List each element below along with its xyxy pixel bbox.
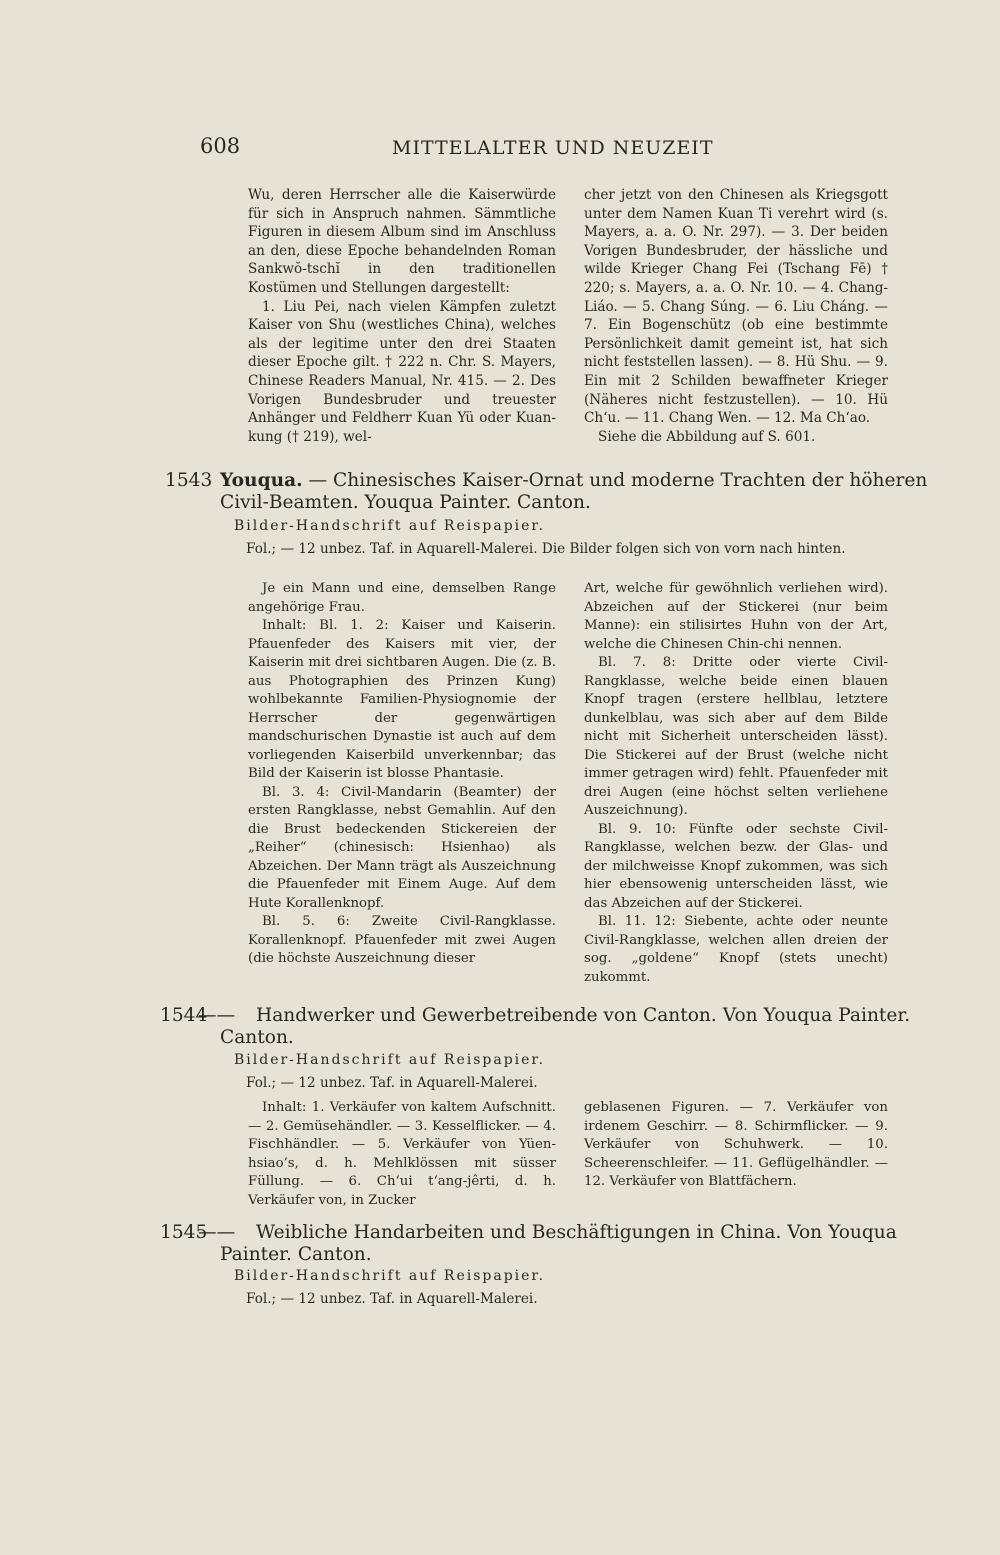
- entry-number: 1544: [160, 1005, 208, 1026]
- entry-author: Youqua.: [220, 470, 303, 491]
- paragraph: cher jetzt von den Chinesen als Kriegsgott unter dem Namen Kuan Ti verehrt wird (s. Mayers, a. a. O. Nr. 297). — 3. Der beiden Vorigen Bundesbruder, der hässliche und wilde Krieger Chang Fei (Tschang Fē) † 220; s. Mayers, a. a. O. Nr. 10. — 4. Chang-Liáo. — 5. Chang Súng. — 6. Liu Cháng. — 7. Ein Bogenschütz (ob eine bestimmte Persönlichkeit damit gemeint ist, hat sich nicht feststellen lassen). — 8. Hü Shu. — 9. Ein mit 2 Schilden bewaffneter Krieger (Näheres nicht festzustellen). — 10. Hü Ch‘u. — 11. Chang Wen. — 12. Ma Ch‘ao.: [584, 187, 888, 427]
- entry-1545-format: [220, 1291, 888, 1308]
- entry-number: 1545: [160, 1222, 208, 1243]
- paragraph: Inhalt: 1. Verkäufer von kaltem Aufschnitt. — 2. Gemüsehändler. — 3. Kesselflicker. — 4. Fischhändler. — 5. Verkäufer von Yüen-hsiao’s, d. h. Mehlklössen mit süsser Füllung. — 6. Ch‘ui t‘ang-jêrti, d. h. Verkäufer von, in Zucker: [248, 1100, 556, 1208]
- paragraph: Je ein Mann und eine, demselben Range angehörige Frau.: [248, 581, 556, 615]
- paragraph: Bl. 11. 12: Siebente, achte oder neunte Civil-Rangklasse, welchen allen dreien der sog. „goldene“ Knopf (stets unecht) zukommt.: [584, 914, 888, 985]
- entry-title: — Chinesisches Kaiser-Ornat und moderne Trachten der höheren: [302, 470, 928, 491]
- paragraph: Art, welche für gewöhnlich verliehen wird). Abzeichen auf der Stickerei (nur beim Manne): ein stilisirtes Huhn von der Art, welche die Chinesen Chin-chi nennen.: [584, 581, 888, 652]
- paragraph: Bl. 3. 4: Civil-Mandarin (Beamter) der ersten Rangklasse, nebst Gemahlin. Auf den die Brust bedeckenden Stickereien der „Reiher“ (chinesisch: Hsienhao) als Abzeichen. Der Mann trägt als Auszeichnung die Pfauenfeder mit Einem Auge. Auf dem Hute Korallenknopf.: [248, 784, 556, 911]
- entry-1545-heading: [160, 1222, 897, 1244]
- entry-1545-title-cont: Painter. Canton.: [220, 1244, 372, 1265]
- paragraph: Inhalt: Bl. 1. 2: Kaiser und Kaiserin. Pfauenfeder des Kaisers mit vier, der Kaiserin mit drei sichtbaren Augen. Die (z. B. aus Photographien des Prinzen Kung) wohlbekannte Familien-Physiognomie der Herrscher der gegenwärtigen mandschurischen Dynastie ist auch auf dem vorliegenden Kaiserbild unverkennbar; das Bild der Kaiserin ist blosse Phantasie.: [248, 618, 556, 781]
- page-number: 608: [200, 134, 241, 158]
- entry-1543-format: [220, 541, 888, 558]
- entry-1544-format: [220, 1075, 888, 1092]
- paragraph: Wu, deren Herrscher alle die Kaiserwürde für sich in Anspruch nahmen. Sämmtliche Figuren in diesem Album sind im Anschluss an den, diese Epoche behandelnden Roman Sankwŏ-tschĭ in den traditionellen Kostümen und Stellungen dargestellt:: [248, 187, 556, 296]
- format-line: Fol.; — 12 unbez. Taf. in Aquarell-Malerei. Die Bilder folgen sich von vorn nach hinten.: [246, 541, 846, 557]
- repeat-author-dash: ——: [198, 1005, 236, 1026]
- paragraph: Bl. 5. 6: Zweite Civil-Rangklasse. Korallenknopf. Pfauenfeder mit zwei Augen (die höchste Auszeichnung dieser: [248, 914, 556, 966]
- entry-number: 1543: [165, 470, 213, 491]
- repeat-author-dash: ——: [198, 1222, 236, 1243]
- entry-1543-right-column: [584, 580, 888, 987]
- entry-1544-right-column: [584, 1099, 888, 1192]
- entry-1543-type: Bilder-Handschrift auf Reispapier.: [234, 518, 546, 534]
- entry-title: Handwerker und Gewerbetreibende von Canton. Von Youqua Painter.: [256, 1005, 911, 1026]
- paragraph: Bl. 9. 10: Fünfte oder sechste Civil-Rangklasse, welchen bezw. der Glas- und der milchweisse Knopf zukommen, was sich hier ebensowenig unterscheiden lässt, wie das Abzeichen auf der Stickerei.: [584, 821, 888, 911]
- entry-1543-heading: [165, 470, 927, 492]
- entry-1544-heading: [160, 1005, 910, 1027]
- entry-1544-left-column: [248, 1099, 556, 1211]
- paragraph: 1. Liu Pei, nach vielen Kämpfen zuletzt Kaiser von Shu (westliches China), welches als der legitime unter den drei Staaten dieser Epoche gilt. † 222 n. Chr. S. Mayers, Chinese Readers Manual, Nr. 415. — 2. Des Vorigen Bundesbruder und treuester Anhänger und Feldherr Kuan Yü oder Kuan-kung († 219), wel-: [248, 298, 556, 445]
- entry-1544-type: Bilder-Handschrift auf Reispapier.: [234, 1052, 546, 1068]
- entry-1545-type: Bilder-Handschrift auf Reispapier.: [234, 1268, 546, 1284]
- format-line: Fol.; — 12 unbez. Taf. in Aquarell-Malerei.: [246, 1075, 538, 1091]
- paragraph: Siehe die Abbildung auf S. 601.: [598, 428, 816, 445]
- paragraph: Bl. 7. 8: Dritte oder vierte Civil-Rangklasse, welche beide einen blauen Knopf tragen (erstere hellblau, letztere dunkelblau, was sich aber auf dem Bilde nicht mit Sicherheit unterscheiden lässt). Die Stickerei auf der Brust (welche nicht immer getragen wird) fehlt. Pfauenfeder mit drei Augen (eine höchst selten verliehene Auszeichnung).: [584, 655, 888, 818]
- top-left-column: [248, 186, 556, 446]
- entry-1543-left-column: [248, 580, 556, 969]
- entry-1544-title-cont: Canton.: [220, 1027, 294, 1048]
- top-right-column: [584, 186, 888, 446]
- format-line: Fol.; — 12 unbez. Taf. in Aquarell-Malerei.: [246, 1291, 538, 1307]
- running-title: MITTELALTER UND NEUZEIT: [392, 137, 714, 159]
- paragraph: geblasenen Figuren. — 7. Verkäufer von irdenem Geschirr. — 8. Schirmflicker. — 9. Verkäufer von Schuhwerk. — 10. Scheerenschleifer. — 11. Geflügelhändler. — 12. Verkäufer von Blattfächern.: [584, 1100, 888, 1190]
- entry-1543-title-cont: Civil-Beamten. Youqua Painter. Canton.: [220, 492, 591, 513]
- entry-title: Weibliche Handarbeiten und Beschäftigungen in China. Von Youqua: [256, 1222, 897, 1243]
